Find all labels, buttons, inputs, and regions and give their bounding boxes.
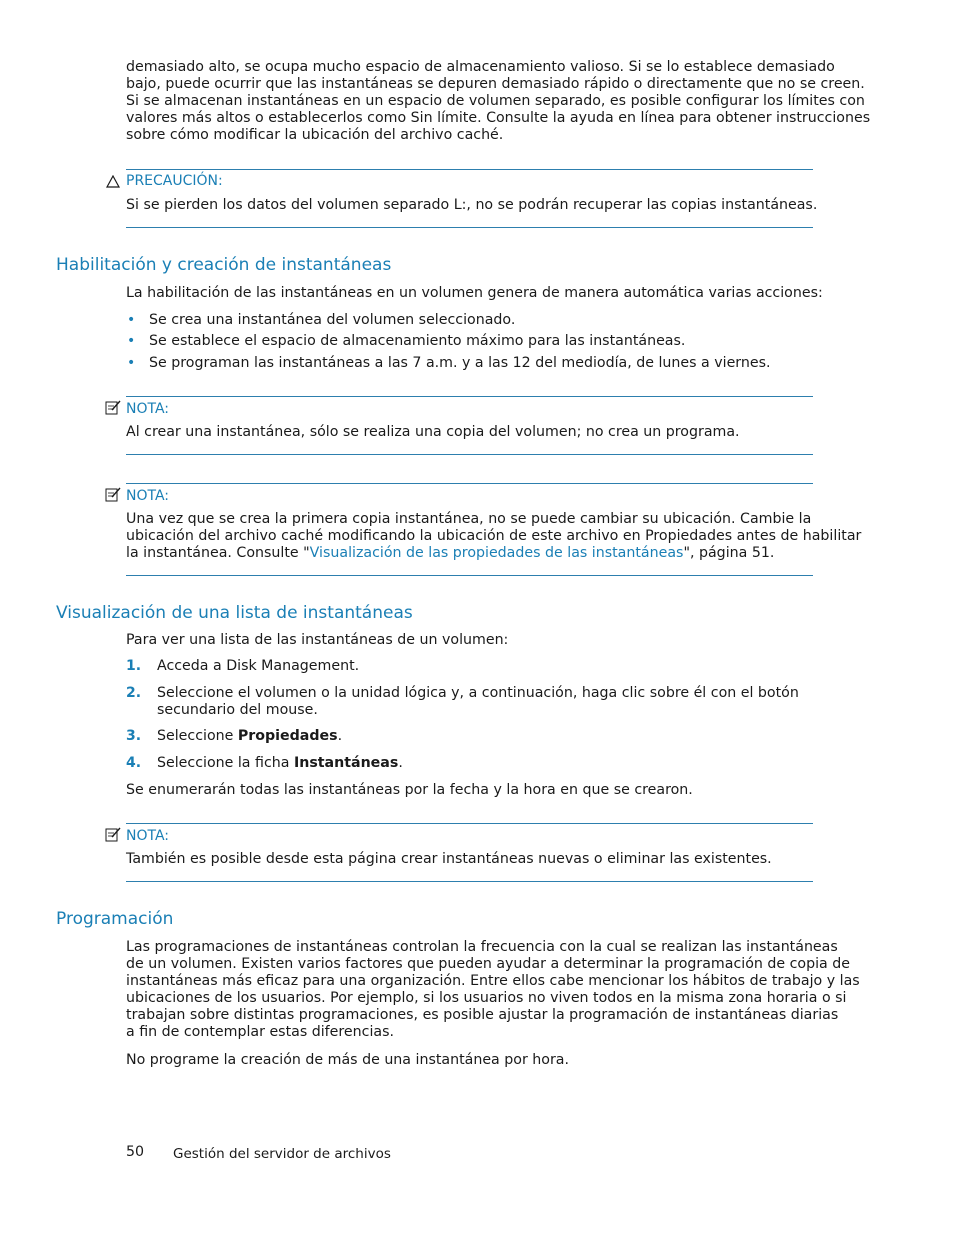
section3-paragraph bbox=[126, 939, 860, 1041]
intro-line: valores más altos o establecerlos como Sin límite. Consulte la ayuda en línea para obtener instrucciones bbox=[126, 110, 871, 126]
intro-paragraph bbox=[126, 59, 870, 144]
note2-title: NOTA: bbox=[126, 488, 170, 504]
bullet-item: Se establece el espacio de almacenamiento máximo para las instantáneas. bbox=[149, 333, 686, 349]
step-number: 2. bbox=[126, 685, 142, 701]
note3-top-rule bbox=[126, 823, 813, 824]
step-text bbox=[157, 685, 799, 719]
section3-line: ubicaciones de los usuarios. Por ejemplo, si los usuarios no viven todos en la misma zona horaria o si bbox=[126, 990, 847, 1006]
note-pencil-icon bbox=[105, 486, 122, 502]
bullet-item: Se programan las instantáneas a las 7 a.m. y a las 12 del mediodía, de lunes a viernes. bbox=[149, 355, 771, 371]
note3-text: También es posible desde esta página crear instantáneas nuevas o eliminar las existentes. bbox=[126, 851, 772, 867]
bullet-item: Se crea una instantánea del volumen seleccionado. bbox=[149, 312, 516, 328]
footer-title: Gestión del servidor de archivos bbox=[173, 1146, 391, 1162]
section2-intro: Para ver una lista de las instantáneas de un volumen: bbox=[126, 632, 509, 648]
bullet-marker: • bbox=[127, 355, 136, 371]
step-number: 3. bbox=[126, 728, 142, 744]
step-text bbox=[157, 755, 403, 772]
section3-line: de un volumen. Existen varios factores que pueden ayudar a determinar la programación de copia de bbox=[126, 956, 850, 972]
caution-title: PRECAUCIÓN: bbox=[126, 173, 223, 189]
note2-top-rule bbox=[126, 483, 813, 484]
note-pencil-icon bbox=[105, 826, 122, 842]
section-heading-programacion: Programación bbox=[56, 909, 174, 929]
note3-title: NOTA: bbox=[126, 828, 170, 844]
step-bold-term: Propiedades bbox=[237, 728, 338, 744]
section-heading-visualizacion: Visualización de una lista de instantáneas bbox=[56, 603, 413, 623]
intro-line: Si se almacenan instantáneas en un espacio de volumen separado, es posible configurar los límites con bbox=[126, 93, 865, 109]
intro-line: demasiado alto, se ocupa mucho espacio de almacenamiento valioso. Si se lo establece demasiado bbox=[126, 59, 835, 75]
step-number: 4. bbox=[126, 755, 142, 771]
caution-text: Si se pierden los datos del volumen separado L:, no se podrán recuperar las copias instantáneas. bbox=[126, 197, 818, 213]
note2-line3-pre: la instantánea. Consulte " bbox=[126, 545, 310, 561]
section3-last: No programe la creación de más de una instantánea por hora. bbox=[126, 1052, 569, 1068]
note2-line bbox=[126, 545, 861, 562]
note3-bottom-rule bbox=[126, 881, 813, 882]
note1-bottom-rule bbox=[126, 454, 813, 455]
step-bold-term: Instantáneas bbox=[293, 755, 399, 771]
step-number: 1. bbox=[126, 658, 142, 674]
step-line: Seleccione el volumen o la unidad lógica y, a continuación, haga clic sobre él con el botón bbox=[157, 685, 799, 701]
note2-line: Una vez que se crea la primera copia instantánea, no se puede cambiar su ubicación. Cambie la bbox=[126, 511, 812, 527]
caution-triangle-icon bbox=[106, 175, 120, 188]
step-text-post: . bbox=[398, 755, 403, 771]
cross-reference-link[interactable]: Visualización de las propiedades de las instantáneas bbox=[309, 545, 684, 561]
note2-line3-post: ", página 51. bbox=[683, 545, 775, 561]
note-pencil-icon bbox=[105, 399, 122, 415]
caution-top-rule bbox=[126, 169, 813, 170]
step-text-pre: Seleccione la ficha bbox=[157, 755, 294, 771]
caution-bottom-rule bbox=[126, 227, 813, 228]
note1-text: Al crear una instantánea, sólo se realiza una copia del volumen; no crea un programa. bbox=[126, 424, 740, 440]
section1-intro: La habilitación de las instantáneas en un volumen genera de manera automática varias acciones: bbox=[126, 285, 823, 301]
section3-line: a fin de contemplar estas diferencias. bbox=[126, 1024, 394, 1040]
section3-line: instantáneas más eficaz para una organización. Entre ellos cabe mencionar los hábitos de trabajo y las bbox=[126, 973, 860, 989]
note1-top-rule bbox=[126, 396, 813, 397]
note2-bottom-rule bbox=[126, 575, 813, 576]
page-number: 50 bbox=[126, 1144, 145, 1160]
step-text-pre: Seleccione bbox=[157, 728, 238, 744]
note2-text bbox=[126, 511, 861, 562]
section2-after: Se enumerarán todas las instantáneas por la fecha y la hora en que se crearon. bbox=[126, 782, 693, 798]
section3-line: Las programaciones de instantáneas controlan la frecuencia con la cual se realizan las instantáneas bbox=[126, 939, 838, 955]
step-text: Acceda a Disk Management. bbox=[157, 658, 360, 674]
section3-line: trabajan sobre distintas programaciones, es posible ajustar la programación de instantáneas diarias bbox=[126, 1007, 839, 1023]
bullet-marker: • bbox=[127, 312, 136, 328]
step-text-post: . bbox=[337, 728, 343, 744]
bullet-marker: • bbox=[127, 333, 136, 349]
intro-line: bajo, puede ocurrir que las instantáneas se depuren demasiado rápido o directamente que no se creen. bbox=[126, 76, 865, 92]
step-text bbox=[157, 728, 342, 745]
note2-line: ubicación del archivo caché modificando la ubicación de este archivo en Propiedades antes de habilitar bbox=[126, 528, 862, 544]
section-heading-habilitacion: Habilitación y creación de instantáneas bbox=[56, 255, 392, 275]
note1-title: NOTA: bbox=[126, 401, 170, 417]
intro-line: sobre cómo modificar la ubicación del archivo caché. bbox=[126, 127, 504, 143]
step-line: secundario del mouse. bbox=[157, 702, 318, 718]
